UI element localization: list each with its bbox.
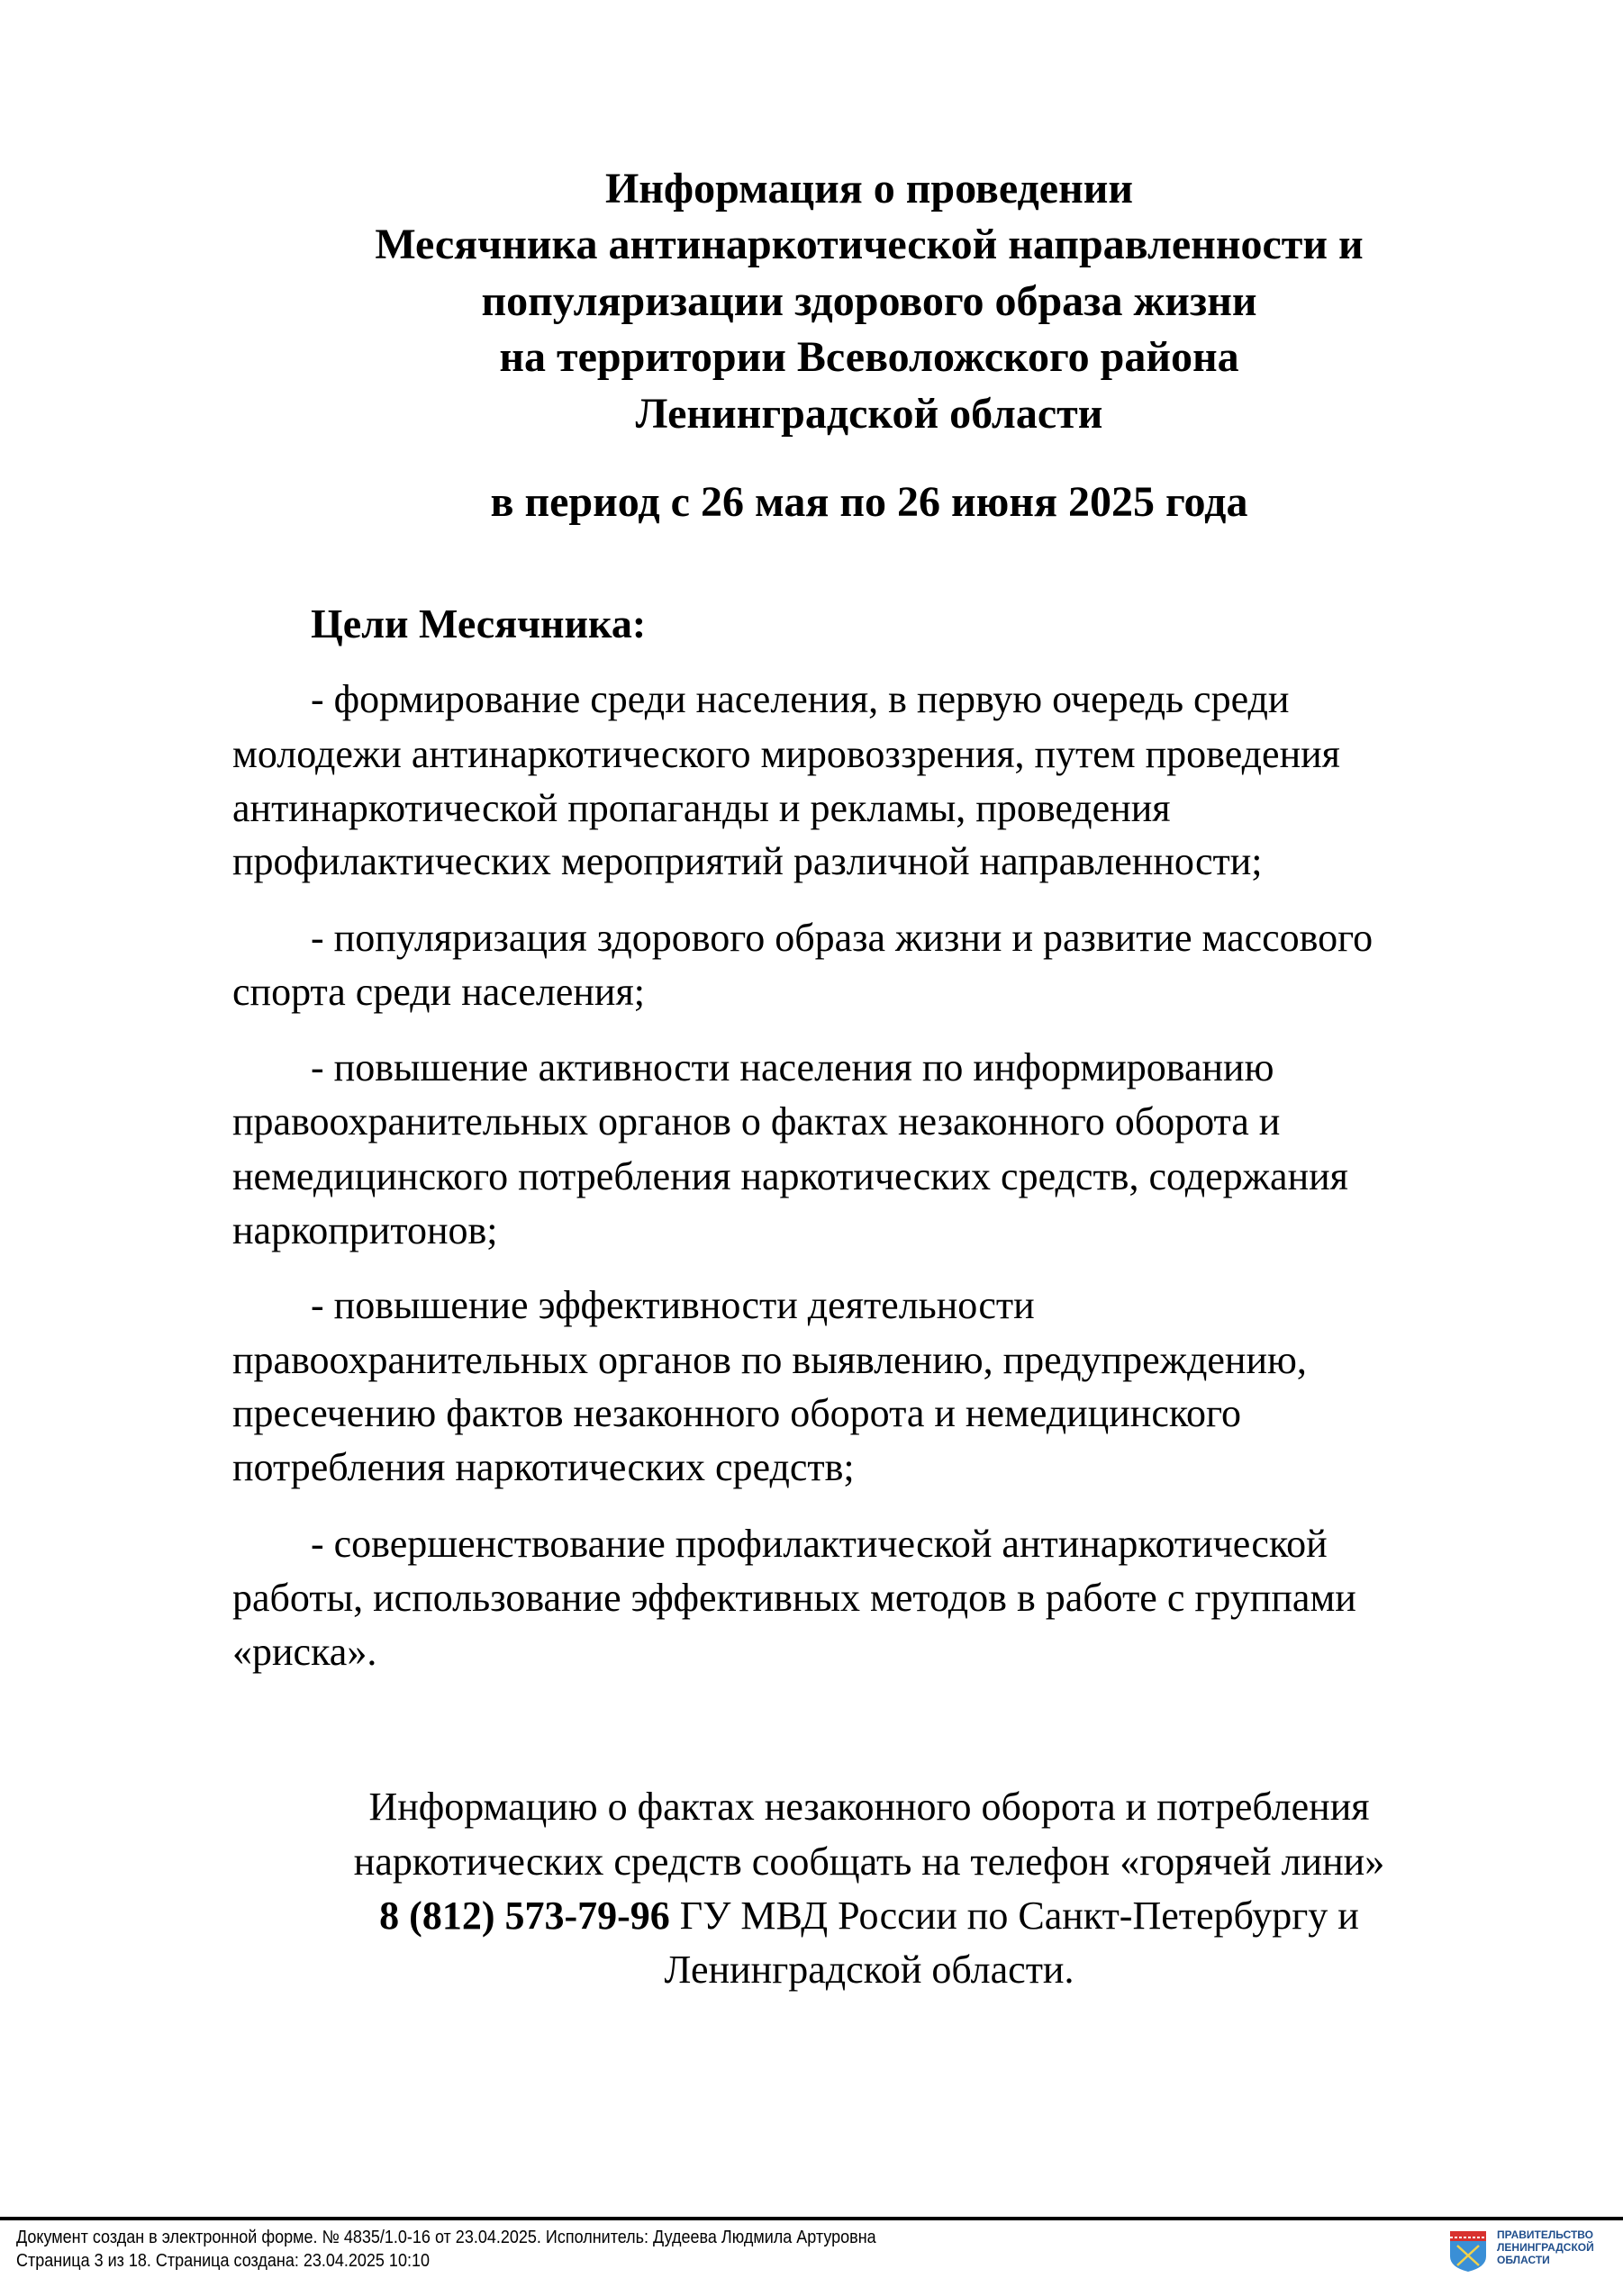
logo-text-line: ЛЕНИНГРАДСКОЙ	[1497, 2241, 1594, 2254]
goal-line: правоохранительных органов по выявлению, предупреждению,	[232, 1338, 1307, 1382]
hotline-line: Ленинградской области.	[664, 1948, 1074, 1992]
hotline-text: ГУ МВД России по Санкт-Петербургу и	[669, 1894, 1359, 1938]
goal-line: работы, использование эффективных методов в работе с группами	[232, 1576, 1356, 1620]
footer-divider	[0, 2217, 1623, 2220]
goal-line: - повышение активности населения по информированию	[311, 1045, 1274, 1089]
government-logo-text	[1497, 2228, 1594, 2266]
goals-heading: Цели Месячника:	[311, 601, 647, 646]
goal-line: немедицинского потребления наркотических средств, содержания	[232, 1154, 1348, 1198]
title-line: Информация о проведении	[604, 165, 1134, 212]
hotline-line	[0, 1896, 1623, 1936]
goal-line: - повышение эффективности деятельности	[311, 1283, 1035, 1327]
hotline-line: Информацию о фактах незаконного оборота и потребления	[368, 1785, 1370, 1829]
goal-line: пресечению фактов незаконного оборота и немедицинского	[232, 1391, 1241, 1435]
goal-line: «риска».	[232, 1630, 377, 1674]
title-line: Месячника антинаркотической направленности и	[375, 221, 1364, 268]
goal-line: - популяризация здорового образа жизни и развитие массового	[311, 916, 1374, 960]
title-line: на территории Всеволожского района	[499, 333, 1239, 381]
goal-line: антинаркотической пропаганды и рекламы, проведения	[232, 786, 1171, 830]
goal-line: - формирование среди населения, в первую очередь среди	[311, 677, 1290, 721]
goal-line: молодежи антинаркотического мировоззрения, путем проведения	[232, 732, 1340, 776]
hotline-phone: 8 (812) 573-79-96	[379, 1894, 670, 1938]
title-line: Ленинградской области	[635, 390, 1103, 438]
logo-text-line: ОБЛАСТИ	[1497, 2254, 1550, 2266]
goal-line: профилактических мероприятий различной направленности;	[232, 839, 1263, 883]
logo-text-line: ПРАВИТЕЛЬСТВО	[1497, 2228, 1594, 2241]
hotline-line: наркотических средств сообщать на телефон «горячей лини»	[353, 1840, 1385, 1884]
coat-of-arms-icon	[1448, 2229, 1488, 2273]
title-line: популяризации здорового образа жизни	[481, 277, 1257, 325]
goal-line: спорта среди населения;	[232, 970, 645, 1014]
goal-line: наркопритонов;	[232, 1208, 498, 1252]
footer-page-info: Страница 3 из 18. Страница создана: 23.04.2025 10:10	[16, 2251, 430, 2271]
period-line: в период с 26 мая по 26 июня 2025 года	[490, 478, 1248, 526]
goal-line: потребления наркотических средств;	[232, 1445, 855, 1489]
goal-line: - совершенствование профилактической антинаркотической	[311, 1522, 1328, 1566]
goal-line: правоохранительных органов о фактах незаконного оборота и	[232, 1099, 1281, 1143]
footer-doc-info: Документ создан в электронной форме. № 4835/1.0-16 от 23.04.2025. Исполнитель: Дудеева Людмила Артуровна	[16, 2228, 876, 2247]
